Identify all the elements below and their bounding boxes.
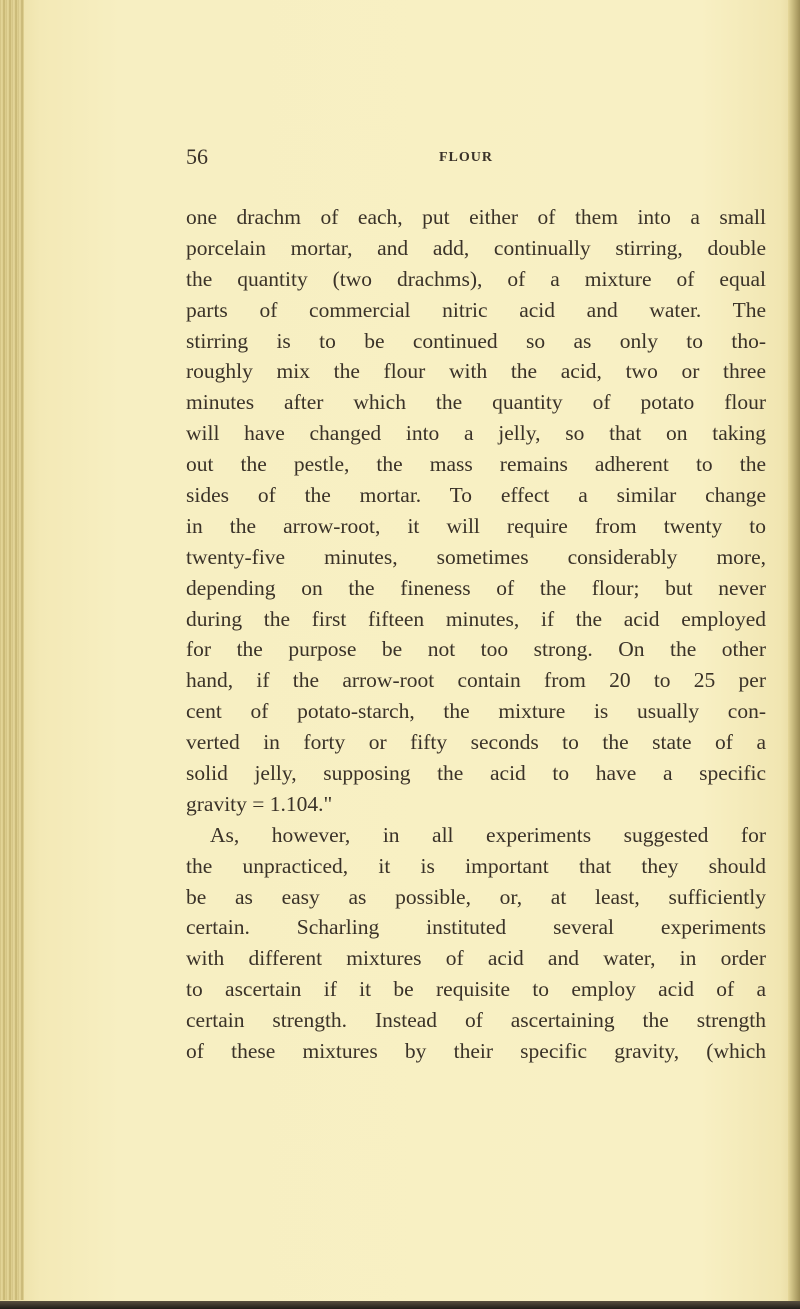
text-line: twenty-five minutes, sometimes considerably more, — [186, 544, 766, 569]
text-line: certain strength. Instead of ascertaining the strength — [186, 1008, 766, 1033]
text-line: gravity = 1.104." — [186, 791, 333, 816]
text-line: with different mixtures of acid and water, in order — [186, 946, 766, 971]
text-line: of these mixtures by their specific gravity, (which — [186, 1039, 766, 1064]
text-line: sides of the mortar. To effect a similar change — [186, 483, 766, 508]
text-line: the unpracticed, it is important that they should — [186, 853, 766, 878]
page-header — [186, 140, 766, 170]
text-line: the quantity (two drachms), of a mixture of equal — [186, 266, 766, 291]
text-line: As, however, in all experiments suggested for — [210, 822, 766, 847]
text-line: out the pestle, the mass remains adherent to the — [186, 452, 766, 477]
text-line: depending on the fineness of the flour; but never — [186, 575, 766, 600]
page-bottom-edge — [0, 1301, 800, 1309]
text-line: hand, if the arrow-root contain from 20 to 25 per — [186, 668, 766, 693]
page-number: 56 — [186, 144, 208, 169]
text-line: during the first fifteen minutes, if the acid employed — [186, 606, 766, 631]
text-line: minutes after which the quantity of potato flour — [186, 390, 766, 415]
text-line: verted in forty or fifty seconds to the state of a — [186, 730, 766, 755]
page-binding-edge — [0, 0, 24, 1300]
body-text — [186, 202, 766, 1067]
text-line: cent of potato-starch, the mixture is usually con- — [186, 699, 766, 724]
text-line: roughly mix the flour with the acid, two or three — [186, 359, 766, 384]
text-line: be as easy as possible, or, at least, sufficiently — [186, 884, 766, 909]
text-line: in the arrow-root, it will require from twenty to — [186, 513, 766, 538]
running-title: FLOUR — [439, 150, 493, 165]
text-line: porcelain mortar, and add, continually stirring, double — [186, 235, 766, 260]
text-line: solid jelly, supposing the acid to have a specific — [186, 761, 766, 786]
text-line: stirring is to be continued so as only to tho- — [186, 328, 766, 353]
page-right-edge — [788, 0, 800, 1309]
text-line: parts of commercial nitric acid and water. The — [186, 297, 766, 322]
text-line: will have changed into a jelly, so that on taking — [186, 421, 766, 446]
text-line: to ascertain if it be requisite to employ acid of a — [186, 977, 766, 1002]
text-line: certain. Scharling instituted several experiments — [186, 915, 766, 940]
text-line: for the purpose be not too strong. On the other — [186, 637, 766, 662]
text-line: one drachm of each, put either of them into a small — [186, 205, 766, 229]
